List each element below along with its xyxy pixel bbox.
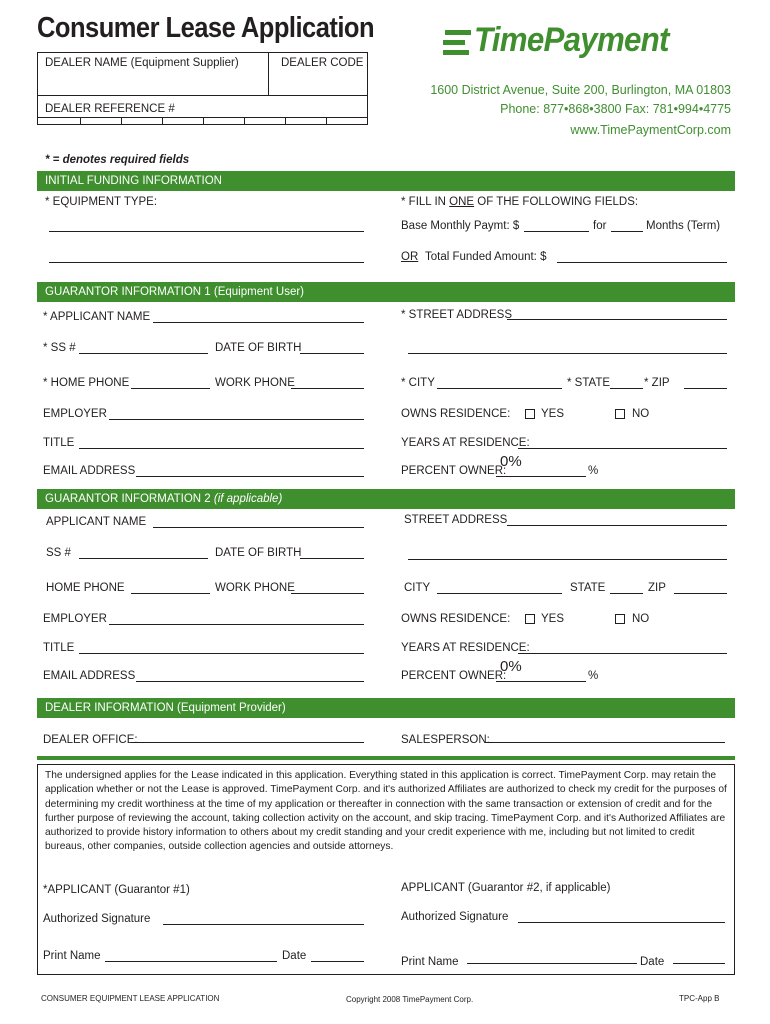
a1-auth-sig-label: Authorized Signature — [43, 913, 151, 925]
a2-print-name-input[interactable] — [467, 963, 637, 964]
g1-email-label: EMAIL ADDRESS — [43, 465, 136, 477]
section-initial-funding: INITIAL FUNDING INFORMATION — [37, 171, 735, 191]
ref-tick — [285, 118, 286, 125]
g1-work-phone-input[interactable] — [291, 388, 364, 389]
g1-dob-label: DATE OF BIRTH — [215, 342, 302, 354]
salesperson-label: SALESPERSON: — [401, 734, 490, 746]
dealer-office-input[interactable] — [131, 742, 364, 743]
g1-email-input[interactable] — [136, 476, 364, 477]
g2-percent-sign: % — [588, 670, 599, 682]
g2-city-label: CITY — [404, 582, 431, 594]
legal-text: The undersigned applies for the Lease indicated in this application. Everything stated in this application is correct. TimePayment Corp. may retain the application whether or not the Lease is approved. TimePayment Corp. and it's authorized Affiliates are authorized to check my credit for the purposes of determining my credit worthiness at the time of my application or thereafter in connection with the same transaction or extension of credit and for the further purpose of reviewing the account, taking collection activity on the account, and skip tracing. TimePayment Corp. and it's Authorized Affiliates are authorized to provide history information to others about my credit standing and your credit experience with me, including but not limited to credit bureaus, other companies, outside collection agencies and outside attorneys. — [45, 770, 727, 853]
g2-work-phone-label: WORK PHONE — [215, 582, 295, 594]
g2-email-label: EMAIL ADDRESS — [43, 670, 136, 682]
g1-employer-input[interactable] — [109, 419, 364, 420]
g1-home-phone-input[interactable] — [131, 388, 210, 389]
equipment-type-line-2[interactable] — [49, 262, 364, 263]
g2-dob-input[interactable] — [300, 558, 364, 559]
g1-no-label: NO — [632, 408, 650, 420]
g1-street-label: * STREET ADDRESS — [401, 309, 512, 321]
g1-street-input[interactable] — [507, 319, 727, 320]
or-label: OR — [401, 251, 419, 263]
g1-applicant-name-label: * APPLICANT NAME — [43, 311, 151, 323]
g1-work-phone-label: WORK PHONE — [215, 377, 295, 389]
timepayment-logo-icon — [443, 22, 473, 62]
footer-form-code: TPC-App B — [679, 994, 720, 1003]
ref-tick — [326, 118, 327, 125]
company-phone-fax: Phone: 877•868•3800 Fax: 781•994•4775 — [500, 102, 731, 116]
g2-no-checkbox[interactable] — [615, 614, 625, 624]
months-input[interactable] — [611, 231, 643, 232]
g1-no-checkbox[interactable] — [615, 409, 625, 419]
g2-owns-residence-label: OWNS RESIDENCE: — [401, 613, 511, 625]
total-funded-input[interactable] — [557, 262, 727, 263]
page-title: Consumer Lease Application — [37, 12, 375, 44]
applicant-2-heading: APPLICANT (Guarantor #2, if applicable) — [401, 882, 611, 894]
g1-employer-label: EMPLOYER — [43, 408, 107, 420]
g1-yes-checkbox[interactable] — [525, 409, 535, 419]
ref-tick — [162, 118, 163, 125]
g2-years-label: YEARS AT RESIDENCE: — [401, 642, 530, 654]
g1-years-label: YEARS AT RESIDENCE: — [401, 437, 530, 449]
g1-yes-label: YES — [541, 408, 565, 420]
footer-copyright: Copyright 2008 TimePayment Corp. — [346, 995, 474, 1004]
dealer-office-label: DEALER OFFICE: — [43, 734, 138, 746]
g2-street-input[interactable] — [507, 525, 727, 526]
section-divider — [37, 756, 735, 760]
g1-dob-input[interactable] — [300, 353, 364, 354]
g2-zip-label: ZIP — [648, 582, 666, 594]
company-website[interactable]: www.TimePaymentCorp.com — [570, 123, 731, 137]
g1-zip-label: * ZIP — [644, 377, 670, 389]
footer-form-name: CONSUMER EQUIPMENT LEASE APPLICATION — [41, 994, 220, 1003]
g2-work-phone-input[interactable] — [291, 593, 364, 594]
g2-ss-label: SS # — [46, 547, 71, 559]
g1-title-label: TITLE — [43, 437, 75, 449]
g1-home-phone-label: * HOME PHONE — [43, 377, 130, 389]
g2-no-label: NO — [632, 613, 650, 625]
applicant-1-heading: *APPLICANT (Guarantor #1) — [43, 884, 190, 896]
g2-dob-label: DATE OF BIRTH — [215, 547, 302, 559]
ref-tick — [203, 118, 204, 125]
a2-signature-input[interactable] — [518, 922, 725, 923]
a2-auth-sig-label: Authorized Signature — [401, 911, 509, 923]
g2-title-label: TITLE — [43, 642, 75, 654]
section-guarantor-1: GUARANTOR INFORMATION 1 (Equipment User) — [37, 282, 735, 302]
a1-date-label: Date — [282, 950, 307, 962]
g1-years-input[interactable] — [518, 448, 727, 449]
a1-date-input[interactable] — [311, 961, 364, 962]
g2-city-input[interactable] — [437, 593, 562, 594]
company-logo-text: TimePayment — [474, 21, 669, 59]
g2-state-input[interactable] — [610, 593, 643, 594]
base-monthly-input[interactable] — [524, 231, 589, 232]
section-guarantor-2: GUARANTOR INFORMATION 2 (if applicable) — [37, 489, 735, 509]
g2-zip-input[interactable] — [674, 593, 727, 594]
g1-owns-residence-label: OWNS RESIDENCE: — [401, 408, 511, 420]
g2-yes-label: YES — [541, 613, 565, 625]
equipment-type-label: * EQUIPMENT TYPE: — [45, 196, 158, 208]
for-label: for — [593, 220, 607, 232]
ref-tick — [244, 118, 245, 125]
g2-applicant-name-label: APPLICANT NAME — [46, 516, 147, 528]
dealer-reference-label: DEALER REFERENCE # — [45, 103, 175, 115]
a2-date-label: Date — [640, 956, 665, 968]
base-monthly-label: Base Monthly Paymt: $ — [401, 220, 520, 232]
g2-percent-owner-value[interactable]: 0% — [500, 658, 522, 675]
g2-yes-checkbox[interactable] — [525, 614, 535, 624]
g1-applicant-name-input[interactable] — [153, 322, 364, 323]
a1-print-name-input[interactable] — [105, 961, 277, 962]
g2-home-phone-label: HOME PHONE — [46, 582, 125, 594]
a1-print-name-label: Print Name — [43, 950, 101, 962]
g1-street-input-2[interactable] — [408, 353, 727, 354]
total-funded-label: Total Funded Amount: $ — [425, 251, 547, 263]
a2-date-input[interactable] — [673, 963, 725, 964]
g1-percent-owner-label: PERCENT OWNER: — [401, 465, 507, 477]
g2-ss-input[interactable] — [79, 558, 208, 559]
g2-state-label: STATE — [570, 582, 606, 594]
g1-state-input[interactable] — [610, 388, 643, 389]
g2-percent-owner-label: PERCENT OWNER: — [401, 670, 507, 682]
company-address: 1600 District Avenue, Suite 200, Burlington, MA 01803 — [430, 83, 731, 97]
dealer-name-label: DEALER NAME (Equipment Supplier) — [45, 57, 239, 69]
g2-percent-owner-input[interactable] — [496, 681, 586, 682]
fill-in-one-label: * FILL IN ONE OF THE FOLLOWING FIELDS: — [401, 196, 639, 208]
dealer-code-label: DEALER CODE — [281, 57, 364, 69]
g1-ss-label: * SS # — [43, 342, 76, 354]
g2-employer-input[interactable] — [109, 624, 364, 625]
g2-email-input[interactable] — [136, 681, 364, 682]
g1-title-input[interactable] — [79, 448, 364, 449]
salesperson-input[interactable] — [485, 742, 725, 743]
g2-years-input[interactable] — [518, 653, 727, 654]
g1-percent-owner-value[interactable]: 0% — [500, 453, 522, 470]
months-label: Months (Term) — [646, 220, 721, 232]
g1-state-label: * STATE — [567, 377, 611, 389]
equipment-type-line-1[interactable] — [49, 231, 364, 232]
g2-street-label: STREET ADDRESS — [404, 514, 508, 526]
required-note: * = denotes required fields — [45, 154, 190, 166]
g2-home-phone-input[interactable] — [131, 593, 210, 594]
g1-zip-input[interactable] — [684, 388, 727, 389]
section-dealer-info: DEALER INFORMATION (Equipment Provider) — [37, 698, 735, 718]
g1-ss-input[interactable] — [79, 353, 208, 354]
ref-tick — [121, 118, 122, 125]
ref-tick — [80, 118, 81, 125]
g2-street-input-2[interactable] — [408, 559, 727, 560]
g2-employer-label: EMPLOYER — [43, 613, 107, 625]
g1-percent-sign: % — [588, 465, 599, 477]
g2-applicant-name-input[interactable] — [153, 527, 364, 528]
g2-title-input[interactable] — [79, 653, 364, 654]
g1-percent-owner-input[interactable] — [496, 476, 586, 477]
legal-box — [37, 764, 735, 975]
a1-signature-input[interactable] — [163, 924, 364, 925]
a2-print-name-label: Print Name — [401, 956, 459, 968]
g1-city-input[interactable] — [437, 388, 562, 389]
g1-city-label: * CITY — [401, 377, 435, 389]
